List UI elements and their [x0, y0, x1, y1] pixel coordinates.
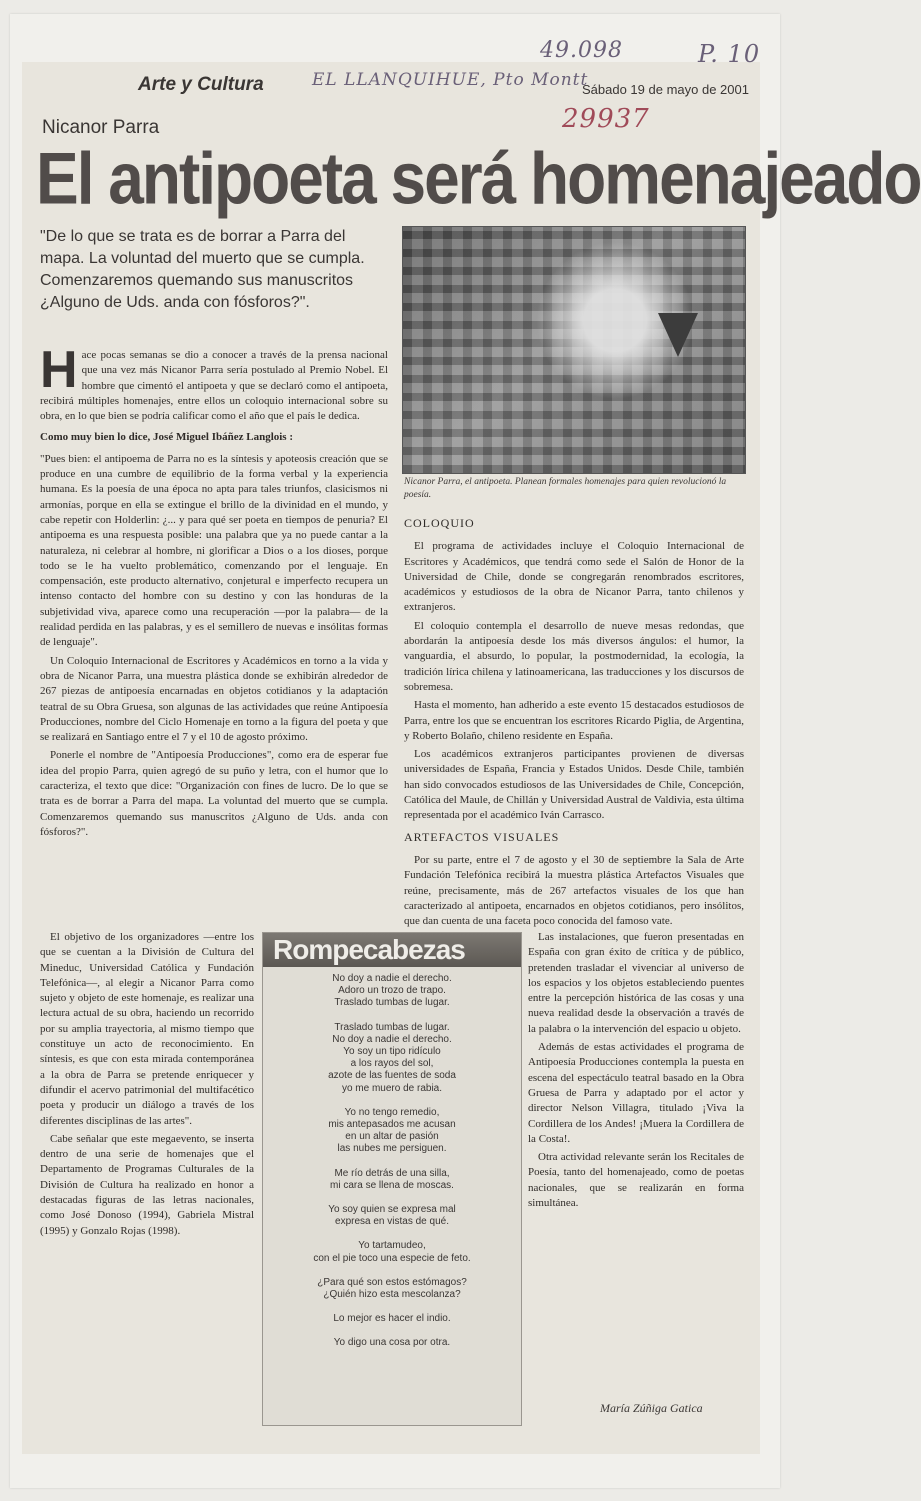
paragraph-megaevento: Cabe señalar que este megaevento, se inserta dentro de una serie de homenajes que el Departamento de Programas Culturales de la División de Cultura ha realizado en honor a destacadas figuras de las letras nacionales, como José Donoso (1994), Gabriela Mistral (1995) y Gonzalo Rojas (1998). — [40, 1132, 254, 1237]
paragraph-a1: Por su parte, entre el 7 de agosto y el 30 de septiembre la Sala de Arte Fundación Telefónica recibirá la muestra plástica Artefactos Visuales que reúne, precisamente, más de 267 artefactos visuales de los que han caracterizado al antipoeta, encarnados en objetos cotidianos, pero insólitos, que dan cuenta de una faceta poco conocida del famoso vate. — [404, 853, 744, 928]
sidebar-title: Rompecabezas — [263, 933, 521, 967]
dateline: Sábado 19 de mayo de 2001 — [582, 82, 749, 97]
section-label: Arte y Cultura — [138, 74, 264, 95]
handwritten-ref-number: 49.098 — [540, 38, 623, 63]
pull-quote: "De lo que se trata es de borrar a Parra del mapa. La voluntad del muerto que se cumpla. Comenzaremos quemando sus manuscritos ¿Alguno de Uds. anda con fósforos?". — [40, 228, 365, 311]
paragraph-coloquio-intro: Un Coloquio Internacional de Escritores y Académicos en torno a la vida y obra de Nicanor Parra, una muestra plástica donde se exhibirán alrededor de 267 piezas de antipoesía encarnadas en objetos cotidianos y la adaptación teatral de su Obra Gruesa, son algunas de las actividades que reúne Antipoesía Producciones, nombre del Ciclo Homenaje en torno a la figura del poeta y que se realizará en Santiago entre el 7 y el 10 de agosto próximo. — [40, 654, 388, 744]
poem-stanza: Yo digo una cosa por otra. — [333, 1337, 451, 1349]
poem-stanza: Lo mejor es hacer el indio. — [333, 1313, 451, 1325]
left-column-upper — [40, 341, 388, 926]
dropcap: H — [40, 341, 78, 399]
portrait-photo — [402, 226, 746, 474]
intro-paragraph: ace pocas semanas se dio a conocer a través de la prensa nacional que una vez más Nicanor Parra sería postulado al Premio Nobel. El hombre que cimentó el antipoeta y que se declaró como el antipoeta, recibirá múltiples homenajes, entre ellos un coloquio internacional sobre su obra, en lo que bien se podría calificar como el año que el país le dedica. — [40, 349, 388, 423]
poem-stanza: Traslado tumbas de lugar. No doy a nadie el derecho. Yo soy un tipo ridículo a los rayos del sol, azote de las fuentes de soda yo me muero de rabia. — [328, 1021, 456, 1094]
poem-stanza: Yo no tengo remedio, mis antepasados me acusan en un altar de pasión las nubes me persiguen. — [328, 1106, 456, 1155]
coloquio-heading: COLOQUIO — [404, 516, 475, 530]
poem-stanza: ¿Para qué son estos estómagos? ¿Quién hizo esta mescolanza? — [317, 1276, 467, 1301]
artefactos-heading: ARTEFACTOS VISUALES — [404, 829, 560, 844]
kicker: Nicanor Parra — [42, 117, 160, 138]
paragraph-c3: Hasta el momento, han adherido a este evento 15 destacados estudiosos de Parra, entre los que se encuentran los escritores Ricardo Piglia, de Argentina, y Roberto Bolaño, chileno residente en España. — [404, 699, 744, 742]
headline: El antipoeta será homenajeado — [36, 136, 921, 220]
citation-paragraph: "Pues bien: el antipoema de Parra no es la síntesis y apoteosis creación que se produce en una cumbre de equilibrio de la forma verbal y la experiencia humana. Es la poesía de una época no apta para tales triunfos, clasicismos ni armonías, porque en ella se extingue el brillo de la divinidad en el mundo, y cabe repetir con Holderlin: ¿... y para qué ser poeta en tiempos de penuria? El antipoema es una respuesta posible: una palabra que ya no puede cantar a la naturaleza, ni celebrar al hombre, ni glorificar a Dios o a los dioses, porque todo se le ha vuelto problemático, comenzando por el lenguaje. En compensación, este producto alternativo, conjetural e imperfecto recupera un intenso contacto del hombre con su destino y con las honduras de la subjetividad viva, aparece como una recuperación —por la palabra— de la realidad perdida en las palabras, y es el semillero de nuevas e insólitas formas de lenguaje". — [40, 452, 388, 649]
paragraph-a4: Otra actividad relevante serán los Recitales de Poesía, tanto del homenajeado, como de poetas nacionales, que se realizarán en forma simultánea. — [528, 1151, 744, 1210]
paragraph-nombre: Ponerle el nombre de "Antipoesía Producciones", como era de esperar fue idea del propio Parra, quien agregó de su puño y letra, con el humor que lo caracteriza, el texto que dice: "Organización con fines de lucro. De lo que se trata es de borrar a Parra del mapa. La voluntad del muerto que se cumpla. Comenzaremos quemando sus manuscritos ¿Alguno de Uds. anda con fósforos?". — [40, 749, 388, 838]
citation-subhead: Como muy bien lo dice, José Miguel Ibáñez Langlois : — [40, 431, 294, 444]
paragraph-c2: El coloquio contempla el desarrollo de nueve mesas redondas, que abordarán la antipoesía desde los más diversos ángulos: el humor, la vanguardia, el absurdo, lo popular, la postmodernidad, la ecología, la tradición lírica chilena y latinoamericana, las traducciones y los discursos de sobremesa. — [404, 619, 744, 693]
poem-stanza: Yo tartamudeo, con el pie toco una especie de feto. — [313, 1240, 471, 1264]
right-column — [404, 510, 744, 930]
poem-body — [263, 967, 521, 1368]
byline: María Zúñiga Gatica — [600, 1401, 703, 1415]
poem-sidebar — [262, 932, 522, 1426]
handwritten-source-note: EL LLANQUIHUE, Pto Montt — [312, 70, 589, 90]
handwritten-page-label: P. 10 — [698, 40, 761, 68]
poem-stanza: No doy a nadie el derecho. Adoro un trozo de trapo. Traslado tumbas de lugar. — [332, 973, 452, 1009]
photo-caption: Nicanor Parra, el antipoeta. Planean formales homenajes para quien revolucionó la poesía. — [404, 477, 727, 500]
paragraph-objetivo: El objetivo de los organizadores —entre los que se cuentan a la División de Cultura del Mineduc, Universidad Católica y Fundación Telefónica—, al elegir a Nicanor Parra como sujeto y objeto de este homenaje, es realizar una lectura actual de su obra, haciendo un recorrido por su amplia trayectoria, al mismo tiempo que constituye un acto de reconocimiento. En síntesis, es que con esta mirada contemporánea a la obra de Parra se pretende enriquecer y difundir el acervo patrimonial del multifacético poeta y producir un diálogo a través de los diferentes disciplinas de las artes". — [40, 931, 254, 1127]
poem-stanza: Yo soy quien se expresa mal expresa en vistas de qué. — [328, 1204, 456, 1228]
handwritten-archive-number: 29937 — [562, 104, 650, 134]
photo-v-shape — [658, 313, 698, 357]
paragraph-a2: Las instalaciones, que fueron presentadas en España con gran éxito de crítica y de público, pretenden trasladar el vivenciar al universo de los espacios y los objetos estableciendo puentes entre la percepción histórica de las cosas y una nueva realidad desde la observación a través de la palabra o la intervención del espacio u objeto. — [528, 931, 744, 1035]
left-column-lower — [40, 930, 254, 1410]
paragraph-a3: Además de estas actividades el programa de Antipoesía Producciones contempla la puesta en escena del espectáculo teatral basado en la Obra Gruesa de Parra y adaptado por el actor y director Nelson Villagra, titulado ¡Viva la Cordillera de los Andes! ¡Muera la Cordillera de la Costa!. — [528, 1041, 744, 1145]
poem-stanza: Me río detrás de una silla, mi cara se llena de moscas. — [330, 1167, 454, 1191]
paragraph-c1: El programa de actividades incluye el Coloquio Internacional de Escritores y Académicos, que tendrá como sede el Salón de Honor de la Universidad de Chile, donde se congregarán renombrados escritores, académicos y estudiosos de la obra de Nicanor Parra, tanto chilenos y extranjeros. — [404, 540, 744, 614]
right-column-lower — [528, 930, 744, 1392]
paragraph-c4: Los académicos extranjeros participantes provienen de diversas universidades de España, Francia y Estados Unidos. Desde Chile, también han sido convocados estudiosos de las Universidades de Chile, Concepción, Católica del Maule, de Chillán y Universidad Austral de Valdivia, esta última representada por el académico Iván Carrasco. — [404, 748, 744, 822]
